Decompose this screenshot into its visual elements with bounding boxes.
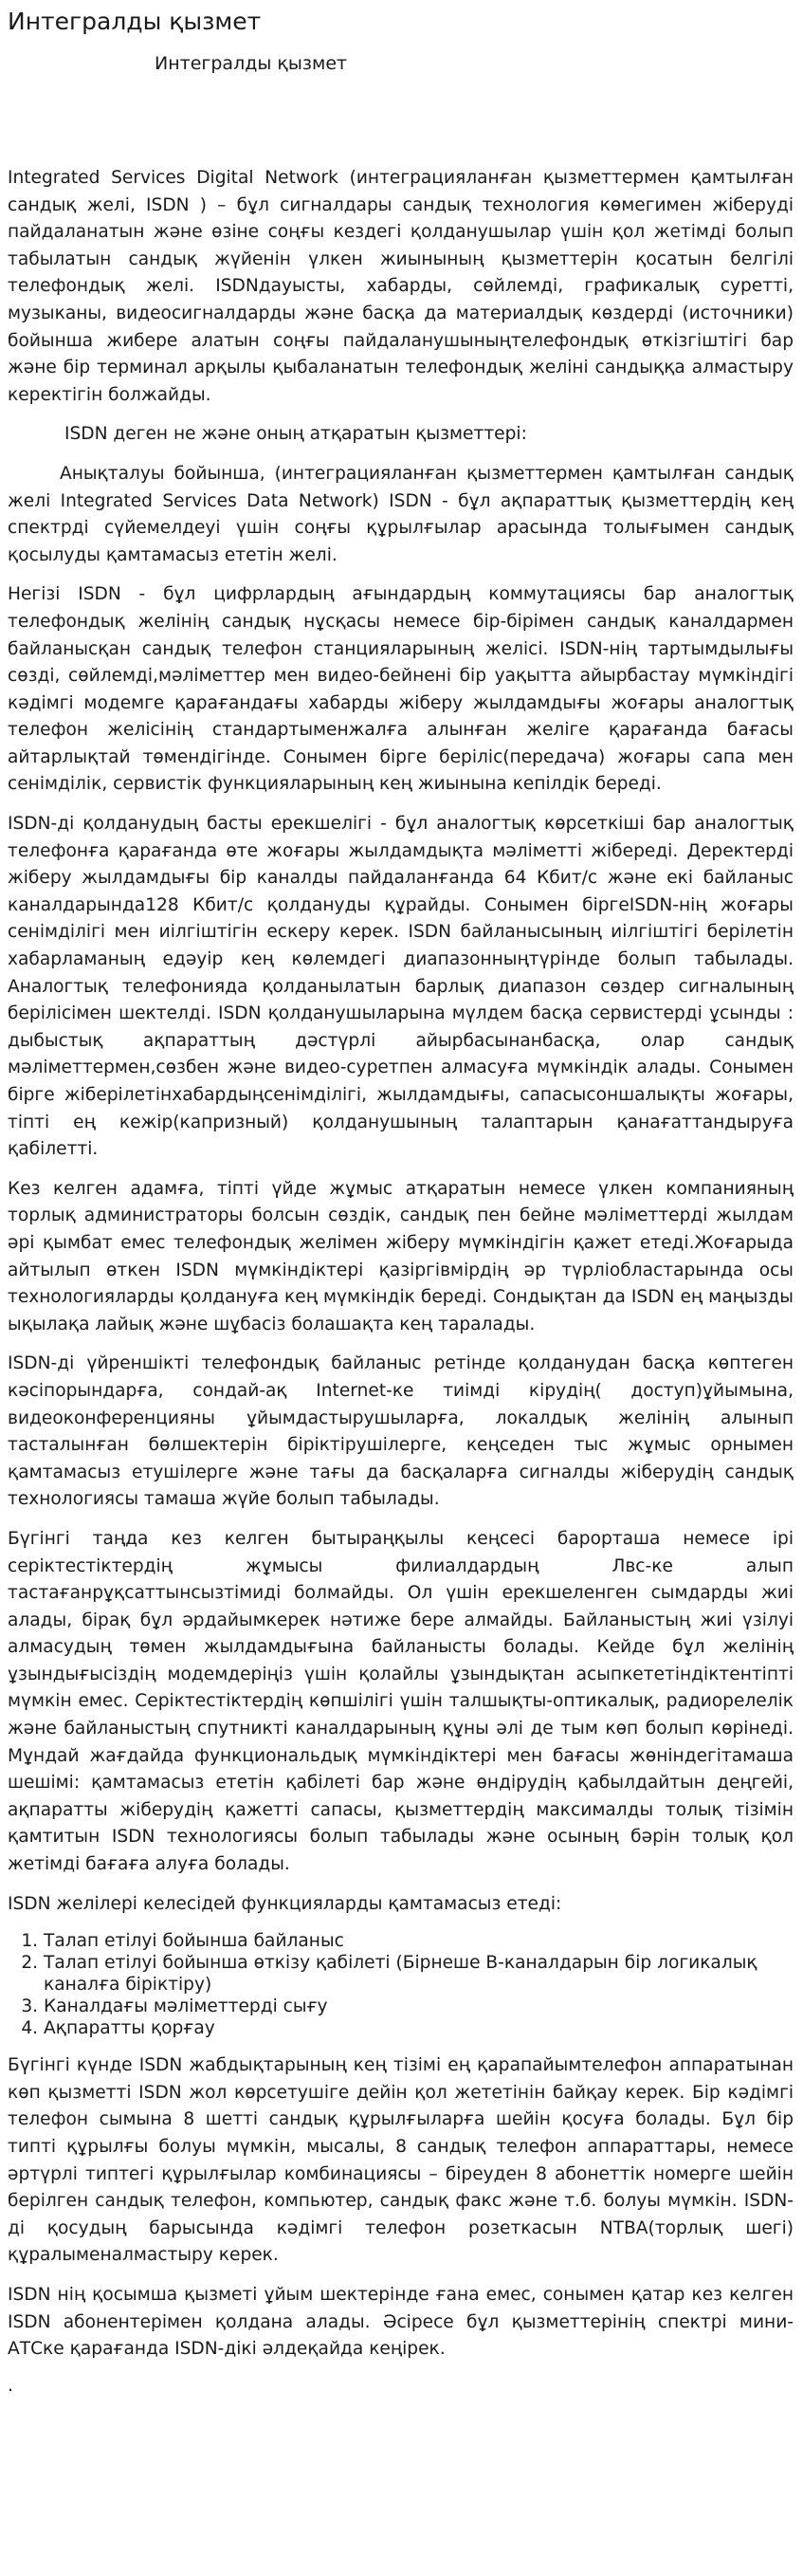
list-item: 2. Талап етілуі бойынша өткізу қабілеті (Бірнеше В-каналдарын бір логикалық каналға біріктіру): [44, 1952, 794, 1996]
definition-paragraph: Анықталуы бойынша, (интеграцияланған қызметтермен қамтылған сандық желі Integrated Services Data Network) ISDN - бұл ақпараттық қызметтердің кең спектрді сүйемелдеуі үшін соңғы құрылғылар арасында толығымен сандық қосылуды қамтамасыз ететін желі.: [8, 463, 794, 565]
list-item: 4. Ақпаратты қорғау: [44, 2017, 794, 2039]
functions-list: [8, 1930, 794, 2039]
list-intro-paragraph: ISDN желілері келесідей функцияларды қамтамасыз етеді:: [8, 1893, 562, 1914]
body-paragraph: Бүгінгі күнде ISDN жабдықтарының кең тізімі ең қарапайымтелефон аппаратынан көп қызметті ISDN жол көрсетушіге дейін қол жететінін байқау керек. Бір кәдімгі телефон сымына 8 шетті сандық құрылғыларға шейін қосуға болады. Бұл бір типті құрылғы болуы мүмкін, мысалы, 8 сандық телефон аппараттары, немесе әртүрлі типтегі құрылғылар комбинациясы – біреуден 8 абонеттік номерге шейін берілген сандық телефон, компьютер, сандық факс және т.б. болуы мүмкін. ISDN-ді қосудың барысында кәдімгі телефон розеткасын NTBA(торлық шегі) құралыменалмастыру керек.: [8, 2055, 794, 2266]
body-paragraph: Бүгінгі таңда кез келген бытыраңқылы кеңсесі барорташа немесе ірі серіктестіктердің жұмысы филиалдардың Лвс-ке алып тастағанрұқсаттынсызтімиді болмайды. Ол үшін ерекшеленген сымдарды жиі алады, бірақ бұл әрдайымкерек нәтиже бере алмайды. Байланыстың жиі үзілуі алмасудың төмен жылдамдығына байланысты болады. Кейде бұл желінің ұзындығысіздің модемдеріңіз үшін қолайлы ұзындықтан асыпкететіндіктентіпті мүмкін емес. Серіктестіктердің көпшілігі үшін талшықты-оптикалық, радиорелелік және байланыстың спутникті каналдарының құны әлі де тым көп болып көрінеді. Мұндай жағдайда функциональдық мүмкіндіктері мен бағасы жөніндегітамаша шешімі: қамтамасыз ететін қабілеті бар және өндірудің қабылдайтын деңгейі, ақпаратты жіберудің қажетті сапасы, қызметтердің максималды толық тізімін қамтитын ISDN технологиясы болып табылады және осының бәрін толық қол жетімді бағаға алуға болады.: [8, 1528, 794, 1875]
section-heading-paragraph: ISDN деген не және оның атқаратын қызметтері:: [64, 424, 527, 445]
list-item: 3. Каналдағы мәліметтерді сығу: [44, 1996, 794, 2017]
page-subtitle: Интегралды қызмет: [155, 53, 348, 74]
trailing-mark: .: [8, 2375, 13, 2396]
body-paragraph: ISDN-ді үйреншікті телефондық байланыс ретінде қолданудан басқа көптеген кәсіпорындарға, сондай-ақ Internet-ке тиімді кірудің( доступ)ұйымына, видеоконференцияны ұйымдастырушыларға, локалдық желінің алынып тасталынған бөлшектерін біріктірушілерге, кеңседен тыс жұмыс орнымен қамтамасыз етушілерге және тағы да басқаларға сигналды жіберудің сандық технологиясы тамаша жүйе болып табылады.: [8, 1353, 794, 1510]
list-item: 1. Талап етілуі бойынша байланыс: [44, 1930, 794, 1952]
body-paragraph: ISDN-ді қолданудың басты ерекшелігі - бұл аналогтық көрсеткіші бар аналогтық телефонға қарағанда өте жоғары жылдамдықта мәліметті жібереді. Деректерді жіберу жылдамдығы бір каналды пайдаланғанда 64 Кбит/с және екі байланыс каналдарында128 Кбит/с қолдануды құрайды. Сонымен біргеISDN-нің жоғары сенімділігі мен иілгіштігін ескеру керек. ISDN байланысының иілгіштігі берілетін хабарламаның едәуір кең көлемдегі диапазонныңтүрінде болып табылады. Аналогтық телефонияда қолданылатын барлық диапазон сөздер сигналының берілісімен шектелді. ISDN қолданушыларына мүлдем басқа сервистерді ұсынды : дыбыстық ақпараттың дәстүрлі айырбасынанбасқа, олар сандық мәліметтермен,сөзбен және видео-суретпен алмасуға мүмкіндік алады. Сонымен бірге жіберілетінхабардыңсенімділігі, жылдамдығы, сапасысоншалықты жоғары, тіпті ең кежір(капризный) қолданушының талаптарын қанағаттандыруға қабілетті.: [8, 814, 794, 1160]
page-title: Интегралды қызмет: [8, 8, 262, 35]
document-page: [8, 0, 794, 2397]
body-paragraph: Негізі ISDN - бұл цифрлардың ағындардың коммутациясы бар аналогтық телефондық желінің сандық нұсқасы немесе бір-бірімен сандық каналдармен байланысқан сандық телефон станцияларының желісі. ISDN-нің тартымдылығы сөзді, сөйлемді,мәліметтер мен видео-бейнені бір уақытта айырбастау мүмкіндігі кәдімгі модемге қарағандағы хабарды жіберу жылдамдығы жоғары аналогтық телефон желісінің стандартыменжалға алынған желіге қарағанда бағасы айтарлықтай төмендігінде. Сонымен бірге беріліс(передача) жоғары сапа мен сенімділік, сервистік функцияларының кең жиынына кепілдік береді.: [8, 584, 794, 795]
body-paragraph: ISDN нің қосымша қызметі ұйым шектерінде ғана емес, сонымен қатар кез келген ISDN абонентерімен қолдана алады. Әсіресе бұл қызметтерінің спектрі мини- АТСке қарағанда ISDN-дікі әлдеқайда кеңірек.: [8, 2284, 794, 2360]
article-body: [8, 165, 794, 2397]
body-paragraph: Кез келген адамға, тіпті үйде жұмыс атқаратын немесе үлкен компанияның торлық администраторы болсын сөздік, сандық пен бейне мәліметтерді жылдам әрі қымбат емес телефондық желімен жіберу мүмкіндігін қажет етеді.Жоғарыда айтылып өткен ISDN мүмкіндіктері қазіргівмірдің әр түрліобластарында осы технологияларды қолдануға кең мүмкіндік береді. Сондықтан да ISDN ең маңызды ықылақа лайық және шұбасіз болашақта кең таралады.: [8, 1178, 794, 1334]
intro-paragraph: Integrated Services Digital Network (интеграцияланған қызметтермен қамтылған сандық желі, ISDN ) – бұл сигналдары сандық технология көмегимен жіберуді пайдаланатын және өзіне соңғы кездегі қолданушылар үшін қол жетімді болып табылатын сандық жүйенін үлкен жиынының қызметтерін қосатын белгілі телефондық желі. ISDNдауысты, хабарды, сөйлемді, графикалық суретті, музыканы, видеосигналдарды және басқа да материалдық көздерді (источники) бойынша жибере алатын соңғы пайдаланушыныңтелефондық өткізгіштігі бар және бір терминал арқылы қыбаланатын телефондық желіні сандыққа алмастыру керектігін болжайды.: [8, 168, 794, 405]
